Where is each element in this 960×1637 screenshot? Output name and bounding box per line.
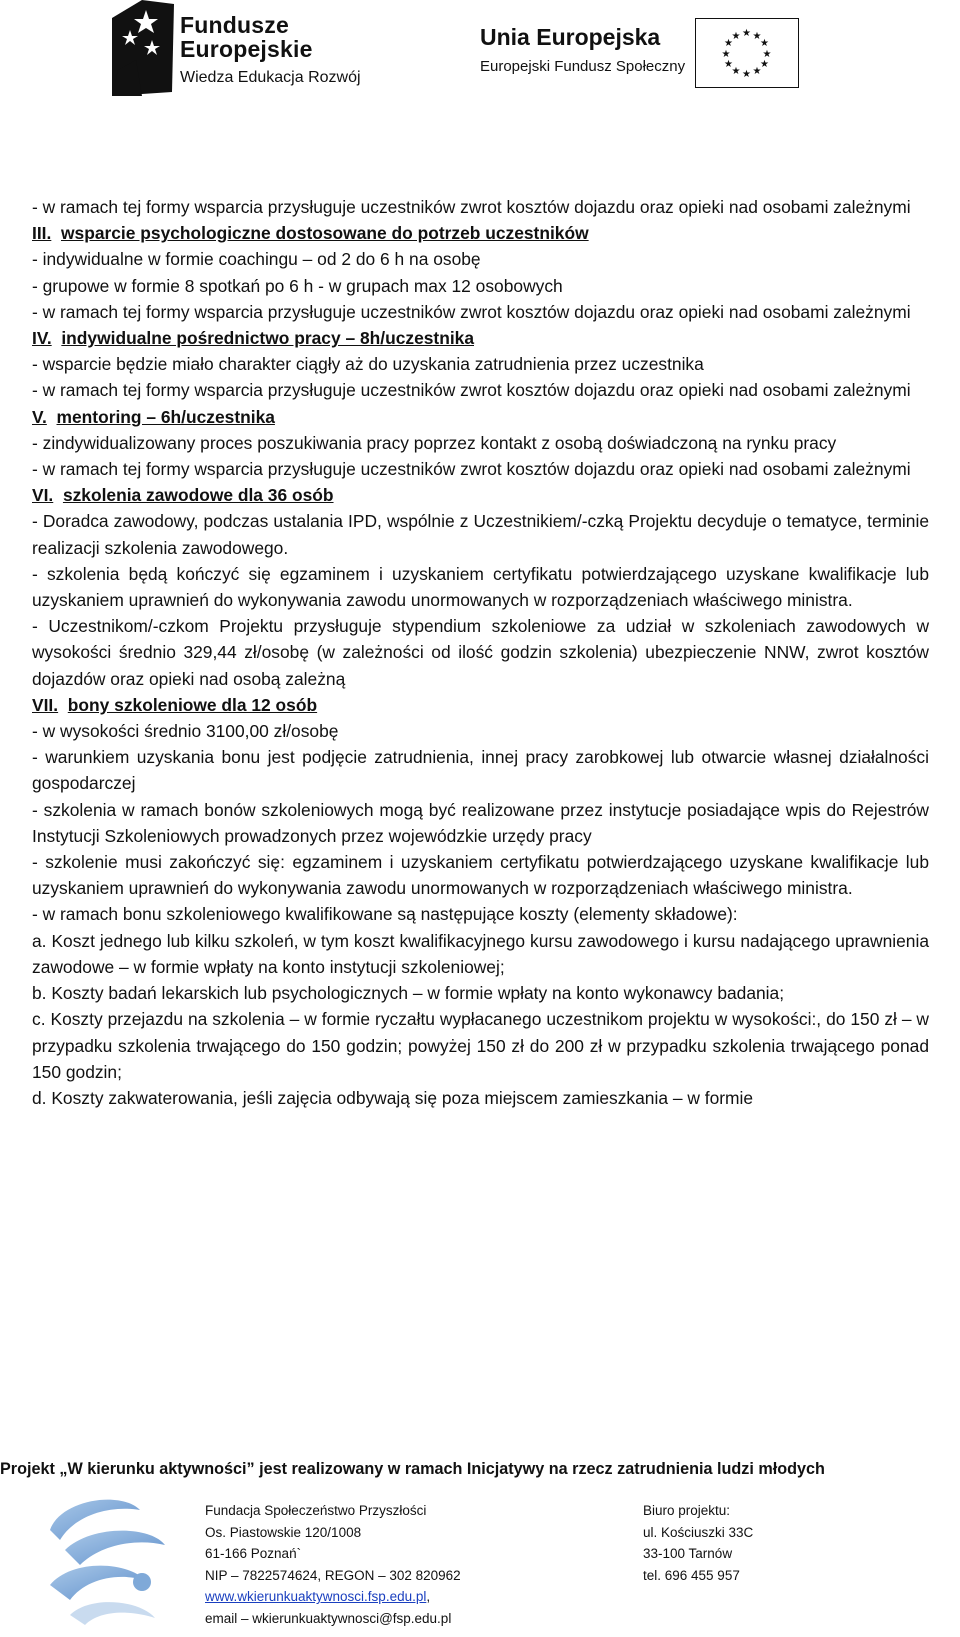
svg-text:★: ★	[721, 49, 731, 60]
footer-website-suffix: ,	[426, 1589, 431, 1605]
footer-tax-ids: NIP – 7822574624, REGON – 302 820962	[205, 1567, 461, 1583]
section-title: indywidualne pośrednictwo pracy – 8h/uczestnika	[61, 328, 474, 349]
list-item: c. Koszty przejazdu na szkolenia – w formie ryczałtu wypłacanego uczestnikom projektu w wysokości:, do 150 zł – w przypadku szkolenia trwającego do 150 godzin; powyżej 150 zł do 200 zł w przypadku szkolenia trwającego ponad 150 godzin;	[32, 1009, 929, 1082]
paragraph: - szkolenia w ramach bonów szkoleniowych mogą być realizowane przez instytucje posiadające wpis do Rejestrów Instytucji Szkoleniowych prowadzonych przez wojewódzkie urzędy pracy	[32, 799, 929, 846]
section-number: IV.	[32, 328, 52, 349]
foundation-swirl-logo-icon	[30, 1490, 180, 1630]
fe-logo-line3: Wiedza Edukacja Rozwój	[180, 69, 361, 86]
footer-office-label: Biuro projektu:	[643, 1503, 731, 1518]
svg-text:★: ★	[752, 31, 762, 42]
list-item: d. Koszty zakwaterowania, jeśli zajęcia odbywają się poza miejscem zamieszkania – w formie	[32, 1087, 754, 1108]
footer-office-street: ul. Kościuszki 33C	[643, 1524, 754, 1540]
paragraph: - szkolenia będą kończyć się egzaminem i uzyskaniem certyfikatu potwierdzającego uzyskane kwalifikacje lub uzyskaniem uprawnień do wykonywania zawodu unormowanych w rozporządzeniach właściwego ministra.	[32, 563, 929, 611]
paragraph: - zindywidualizowany proces poszukiwania pracy poprzez kontakt z osobą doświadczoną na rynku pracy	[32, 432, 837, 453]
svg-text:★: ★	[742, 28, 751, 39]
footer-email: email – wkierunkuaktywnosci@fsp.edu.pl	[205, 1610, 452, 1626]
section-number: V.	[32, 406, 47, 427]
svg-text:★: ★	[752, 66, 762, 77]
fe-stars-mark-icon	[112, 0, 174, 98]
paragraph: - warunkiem uzyskania bonu jest podjęcie zatrudnienia, innej pracy zarobkowej lub otwarcie własnej działalności gospodarczej	[32, 747, 929, 794]
svg-text:★: ★	[724, 38, 733, 49]
svg-text:★: ★	[731, 31, 741, 42]
section-heading-iv	[32, 325, 929, 351]
paragraph: - grupowe w formie 8 spotkań po 6 h - w grupach max 12 osobowych	[32, 275, 563, 296]
fundusze-europejskie-logo	[112, 0, 372, 100]
section-title: mentoring – 6h/uczestnika	[56, 406, 275, 427]
footer-office-phone: tel. 696 455 957	[643, 1567, 740, 1583]
section-number: VII.	[32, 694, 59, 715]
svg-text:★: ★	[760, 38, 769, 49]
paragraph: - w ramach bonu szkoleniowego kwalifikowane są następujące koszty (elementy składowe):	[32, 904, 738, 925]
footer-project-title: Projekt „W kierunku aktywności” jest realizowany w ramach Inicjatywy na rzecz zatrudnienia ludzi młodych	[0, 1460, 825, 1478]
page-header	[0, 0, 960, 110]
footer-foundation-address	[205, 1500, 461, 1630]
document-body	[32, 194, 929, 1111]
section-title: bony szkoleniowe dla 12 osób	[67, 694, 318, 715]
paragraph: - indywidualne w formie coachingu – od 2 do 6 h na osobę	[32, 249, 481, 270]
svg-text:★: ★	[762, 49, 772, 60]
svg-text:★: ★	[724, 59, 733, 70]
fe-logo-line1: Fundusze	[180, 12, 289, 38]
footer-website-link[interactable]: www.wkierunkuaktywnosci.fsp.edu.pl	[205, 1589, 427, 1605]
footer-office-city: 33-100 Tarnów	[643, 1546, 733, 1562]
paragraph: - Doradca zawodowy, podczas ustalania IPD, wspólnie z Uczestnikiem/-czką Projektu decyduje o tematyce, terminie realizacji szkolenia zawodowego.	[32, 511, 929, 558]
footer-project-office	[643, 1500, 753, 1586]
list-item: b. Koszty badań lekarskich lub psychologicznych – w formie wpłaty na konto wykonawcy badania;	[32, 983, 785, 1004]
footer-city: 61-166 Poznań`	[205, 1546, 302, 1562]
paragraph: - w wysokości średnio 3100,00 zł/osobę	[32, 721, 339, 742]
section-title: szkolenia zawodowe dla 36 osób	[62, 485, 334, 506]
footer-street: Os. Piastowskie 120/1008	[205, 1524, 362, 1540]
paragraph: - w ramach tej formy wsparcia przysługuje uczestników zwrot kosztów dojazdu oraz opieki nad osobami zależnymi	[32, 459, 911, 480]
section-heading-v	[32, 404, 929, 430]
paragraph: - w ramach tej formy wsparcia przysługuje uczestników zwrot kosztów dojazdu oraz opieki nad osobami zależnymi	[32, 301, 911, 322]
unia-europejska-logo	[480, 18, 810, 98]
footer-org-name: Fundacja Społeczeństwo Przyszłości	[205, 1503, 427, 1518]
foundation-logo	[30, 1490, 180, 1630]
paragraph: - w ramach tej formy wsparcia przysługuje uczestników zwrot kosztów dojazdu oraz opieki nad osobami zależnymi	[32, 197, 911, 217]
paragraph: - w ramach tej formy wsparcia przysługuje uczestników zwrot kosztów dojazdu oraz opieki nad osobami zależnymi	[32, 380, 911, 401]
footer-website-line	[205, 1586, 461, 1608]
ue-logo-title: Unia Europejska	[480, 24, 661, 50]
paragraph: - szkolenie musi zakończyć się: egzaminem i uzyskaniem certyfikatu potwierdzającego uzyskane kwalifikacje lub uzyskaniem uprawnień do wykonywania zawodu unormowanych w rozporządzeniach właściwego ministra.	[32, 852, 929, 899]
svg-text:★: ★	[742, 69, 751, 80]
paragraph: - Uczestnikom/-czkom Projektu przysługuje stypendium szkoleniowe za udział w szkoleniach zawodowych w wysokości średnio 329,44 zł/osobę (w zależności od ilość godzin szkolenia) ubezpieczenie NNW, zwrot kosztów dojazdów oraz opieki nad osobą zależną	[32, 616, 929, 689]
section-number: VI.	[32, 485, 54, 506]
section-heading-vi	[32, 482, 929, 508]
paragraph: - wsparcie będzie miało charakter ciągły aż do uzyskania zatrudnienia przez uczestnika	[32, 354, 704, 375]
section-title: wsparcie psychologiczne dostosowane do potrzeb uczestników	[61, 223, 589, 244]
fe-logo-line2: Europejskie	[180, 36, 313, 62]
svg-text:★: ★	[731, 66, 741, 77]
svg-text:★: ★	[760, 59, 769, 70]
eu-flag-icon	[695, 18, 799, 88]
section-heading-iii	[32, 220, 929, 246]
section-number: III.	[32, 223, 52, 244]
section-heading-vii	[32, 692, 929, 718]
list-item: a. Koszt jednego lub kilku szkoleń, w tym koszt kwalifikacyjnego kursu zawodowego i kursu nadającego uprawnienia zawodowe – w formie wpłaty na konto instytucji szkoleniowej;	[32, 930, 929, 977]
ue-logo-subtitle: Europejski Fundusz Społeczny	[480, 58, 686, 75]
